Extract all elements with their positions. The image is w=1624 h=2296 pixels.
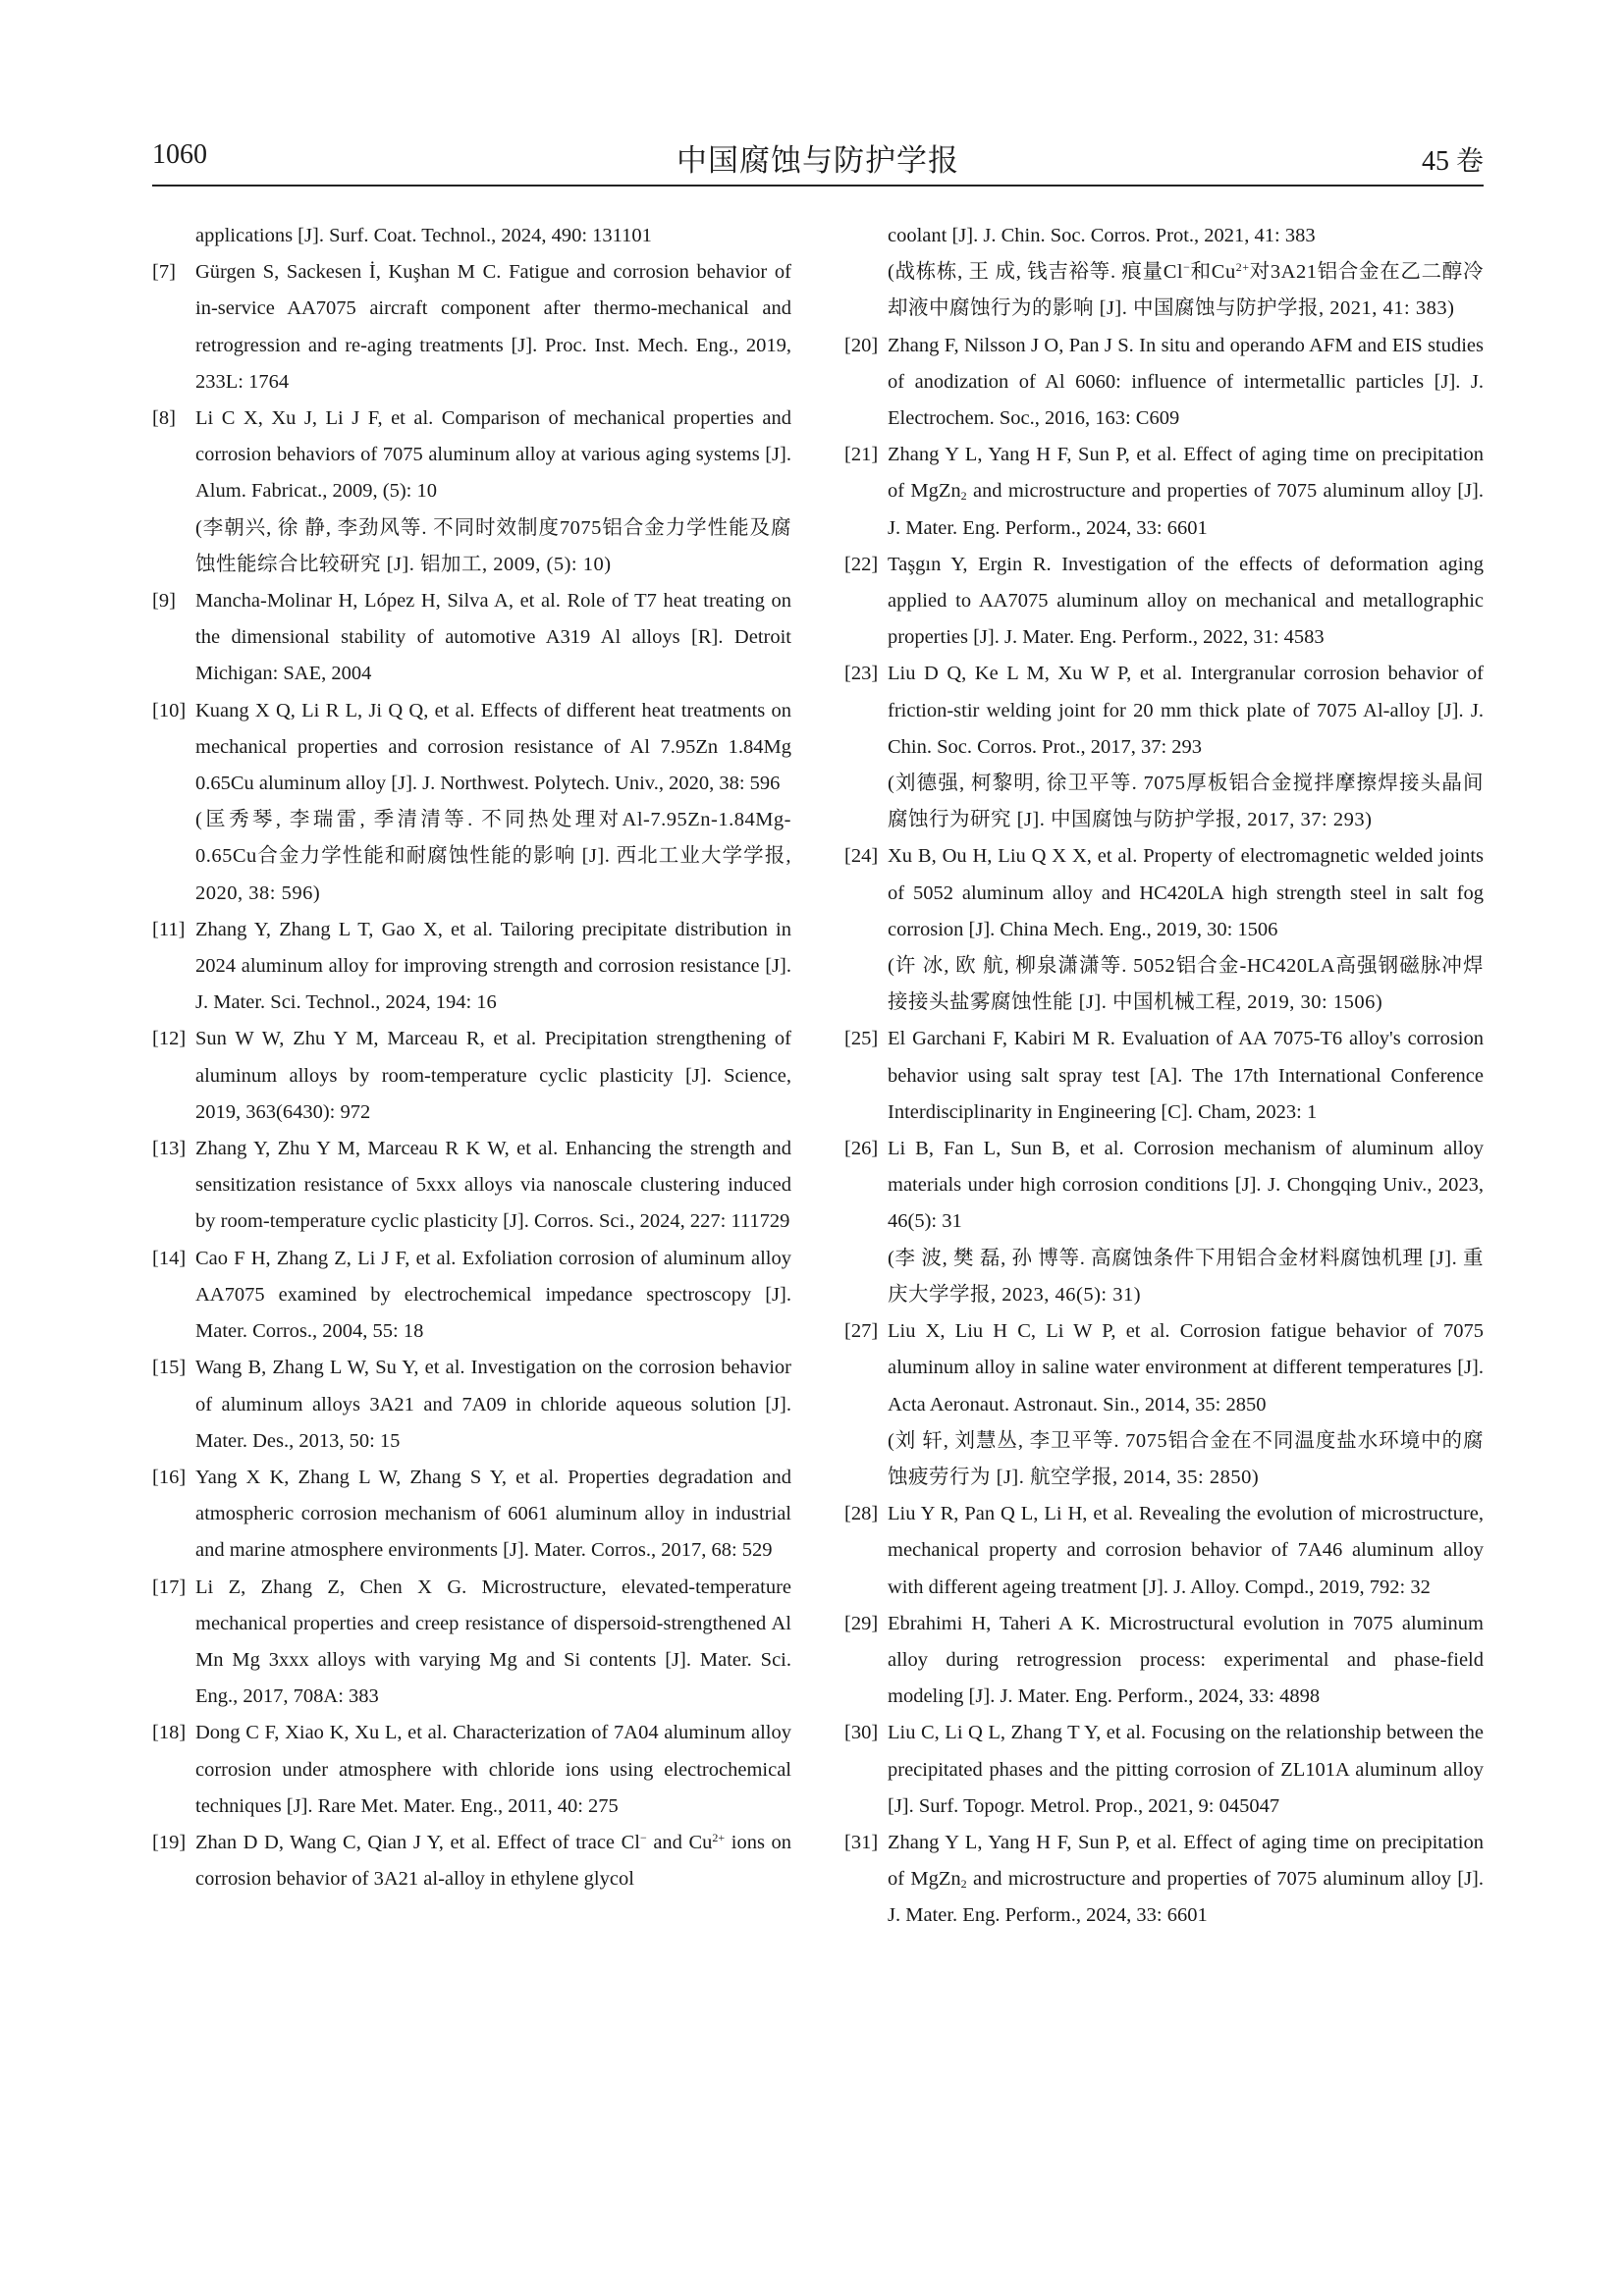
reference-20 [844, 328, 1484, 438]
reference-number: [7] [152, 261, 176, 284]
reference-8 [152, 400, 791, 583]
reference-24 [844, 838, 1484, 1021]
reference-number: [26] [844, 1138, 879, 1160]
reference-31 [844, 1825, 1484, 1935]
reference-text: Zhang Y L, Yang H F, Sun P, et al. Effect of aging time on precipitation of MgZn$_2$ and microstructure and properties of 7075 aluminum alloy [J]. J. Mater. Eng. Perform., 2024, 33: 6601 [888, 444, 1484, 539]
reference-chinese-text: (刘 轩, 刘慧丛, 李卫平等. 7075铝合金在不同温度盐水环境中的腐蚀疲劳行为 [J]. 航空学报, 2014, 35: 2850) [888, 1429, 1484, 1488]
reference-10 [152, 693, 791, 912]
reference-number: [25] [844, 1028, 879, 1050]
reference-16 [152, 1460, 791, 1570]
reference-number: [14] [152, 1247, 187, 1269]
reference-number: [23] [844, 663, 879, 685]
reference-number: [28] [844, 1503, 879, 1525]
reference-18 [152, 1715, 791, 1825]
reference-number: [29] [844, 1612, 879, 1634]
reference-text: Mancha-Molinar H, López H, Silva A, et al. Role of T7 heat treating on the dimensional stability of automotive A319 Al alloys [R]. Detroit Michigan: SAE, 2004 [195, 590, 791, 685]
reference-text: Kuang X Q, Li R L, Ji Q Q, et al. Effects of different heat treatments on mechanical properties and corrosion resistance of Al 7.95Zn 1.84Mg 0.65Cu aluminum alloy [J]. J. Northwest. Polytech. Univ., 2020, 38: 596 [195, 699, 791, 795]
reference-text: Zhang Y L, Yang H F, Sun P, et al. Effect of aging time on precipitation of MgZn$_2$ and microstructure and properties of 7075 aluminum alloy [J]. J. Mater. Eng. Perform., 2024, 33: 6601 [888, 1831, 1484, 1927]
reference-chinese-text: (刘德强, 柯黎明, 徐卫平等. 7075厚板铝合金搅拌摩擦焊接头晶间腐蚀行为研究 [J]. 中国腐蚀与防护学报, 2017, 37: 293) [888, 773, 1484, 831]
reference-text: Dong C F, Xiao K, Xu L, et al. Characterization of 7A04 aluminum alloy corrosion under atmosphere with chloride ions using electrochemical techniques [J]. Rare Met. Mater. Eng., 2011, 40: 275 [195, 1722, 791, 1817]
reference-number: [21] [844, 444, 879, 466]
reference-number: [20] [844, 334, 879, 356]
reference-text: Taşgın Y, Ergin R. Investigation of the effects of deformation aging applied to AA7075 aluminum alloy on mechanical and metallographic properties [J]. J. Mater. Eng. Perform., 2022, 31: 4583 [888, 553, 1484, 649]
reference-26 [844, 1131, 1484, 1313]
reference-17 [152, 1570, 791, 1716]
reference-number: [8] [152, 407, 176, 430]
reference-text: Cao F H, Zhang Z, Li J F, et al. Exfoliation corrosion of aluminum alloy AA7075 examined by electrochemical impedance spectroscopy [J]. Mater. Corros., 2004, 55: 18 [195, 1247, 791, 1343]
reference-29 [844, 1606, 1484, 1716]
reference-chinese-text: (李朝兴, 徐 静, 李劲风等. 不同时效制度7075铝合金力学性能及腐蚀性能综合比较研究 [J]. 铝加工, 2009, (5): 10) [195, 516, 791, 575]
reference-chinese-text: (匡秀琴, 李瑞雷, 季清清等. 不同热处理对Al-7.95Zn-1.84Mg-0.65Cu合金力学性能和耐腐蚀性能的影响 [J]. 西北工业大学学报, 2020, 38: 596) [195, 809, 791, 904]
reference-12 [152, 1021, 791, 1131]
reference-text: Zhang F, Nilsson J O, Pan J S. In situ and operando AFM and EIS studies of anodization of Al 6060: influence of intermetallic particles [J]. J. Electrochem. Soc., 2016, 163: C609 [888, 334, 1484, 430]
reference-number: [30] [844, 1722, 879, 1744]
reference-text: Liu C, Li Q L, Zhang T Y, et al. Focusing on the relationship between the precipitated phases and the pitting corrosion of ZL101A aluminum alloy [J]. Surf. Topogr. Metrol. Prop., 2021, 9: 045047 [888, 1722, 1484, 1817]
reference-continued: coolant [J]. J. Chin. Soc. Corros. Prot., 2021, 41: 383 (战栋栋, 王 成, 钱吉裕等. 痕量Cl−和$Cu^{2+}$对3A21铝合金在乙二醇冷却液中腐蚀行为的影响 [J]. 中国腐蚀与防护学报, 2021, 41: 383) [844, 218, 1484, 328]
reference-22 [844, 547, 1484, 657]
reference-number: [9] [152, 590, 176, 613]
reference-27 [844, 1313, 1484, 1496]
reference-14 [152, 1241, 791, 1351]
reference-number: [18] [152, 1722, 187, 1744]
reference-7 [152, 254, 791, 400]
reference-number: [27] [844, 1320, 879, 1343]
reference-text: Xu B, Ou H, Liu Q X X, et al. Property of electromagnetic welded joints of 5052 aluminum alloy and HC420LA high strength steel in salt fog corrosion [J]. China Mech. Eng., 2019, 30: 1506 [888, 845, 1484, 940]
reference-23 [844, 656, 1484, 838]
reference-30 [844, 1715, 1484, 1825]
reference-number: [12] [152, 1028, 187, 1050]
chloride-charge: − [639, 1830, 647, 1844]
reference-number: [13] [152, 1138, 187, 1160]
reference-text: Gürgen S, Sackesen İ, Kuşhan M C. Fatigue and corrosion behavior of in-service AA7075 aircraft component after thermo-mechanical and retrogression and re-aging treatments [J]. Proc. Inst. Mech. Eng., 2019, 233L: 1764 [195, 261, 791, 393]
reference-number: [22] [844, 553, 879, 575]
reference-chinese-text: (李 波, 樊 磊, 孙 博等. 高腐蚀条件下用铝合金材料腐蚀机理 [J]. 重庆大学学报, 2023, 46(5): 31) [888, 1247, 1484, 1306]
reference-13 [152, 1131, 791, 1241]
reference-15 [152, 1350, 791, 1460]
running-header [152, 135, 1484, 178]
copper-charge: 2+ [712, 1830, 726, 1844]
reference-text: Zhan D D, Wang C, Qian J Y, et al. Effect of trace Cl− and $Cu^{2+}$ ions on corrosion behavior of 3A21 al-alloy in ethylene glycol [195, 1830, 791, 1891]
reference-text: Li B, Fan L, Sun B, et al. Corrosion mechanism of aluminum alloy materials under high corrosion conditions [J]. J. Chongqing Univ., 2023, 46(5): 31 [888, 1138, 1484, 1233]
reference-text: Zhang Y, Zhang L T, Gao X, et al. Tailoring precipitate distribution in 2024 aluminum alloy for improving strength and corrosion resistance [J]. J. Mater. Sci. Technol., 2024, 194: 16 [195, 918, 791, 1014]
reference-text: El Garchani F, Kabiri M R. Evaluation of AA 7075-T6 alloy's corrosion behavior using salt spray test [A]. The 17th International Conference Interdisciplinarity in Engineering [C]. Cham, 2023: 1 [888, 1028, 1484, 1123]
volume-label: 45 卷 [1421, 146, 1484, 177]
reference-number: [17] [152, 1575, 187, 1598]
references-right-column [844, 218, 1484, 1935]
reference-text: Li Z, Zhang Z, Chen X G. Microstructure, elevated-temperature mechanical properties and creep resistance of dispersoid-strengthened Al Mn Mg 3xxx alloys with varying Mg and Si contents [J]. Mater. Sci. Eng., 2017, 708A: 383 [195, 1575, 791, 1708]
references-left-column [152, 218, 791, 1897]
reference-chinese-text: (战栋栋, 王 成, 钱吉裕等. 痕量Cl−和$Cu^{2+}$对3A21铝合金在乙二醇冷却液中腐蚀行为的影响 [J]. 中国腐蚀与防护学报, 2021, 41: 383) [888, 260, 1484, 320]
reference-11 [152, 912, 791, 1022]
reference-text: Liu Y R, Pan Q L, Li H, et al. Revealing the evolution of microstructure, mechanical property and corrosion behavior of 7A46 aluminum alloy with different ageing treatment [J]. J. Alloy. Compd., 2019, 792: 32 [888, 1503, 1484, 1598]
reference-number: [11] [152, 918, 186, 940]
reference-text: Yang X K, Zhang L W, Zhang S Y, et al. Properties degradation and atmospheric corrosion mechanism of 6061 aluminum alloy in industrial and marine atmosphere environments [J]. Mater. Corros., 2017, 68: 529 [195, 1466, 791, 1562]
reference-chinese-text: (许 冰, 欧 航, 柳泉潇潇等. 5052铝合金-HC420LA高强钢磁脉冲焊接接头盐雾腐蚀性能 [J]. 中国机械工程, 2019, 30: 1506) [888, 955, 1484, 1014]
reference-number: [31] [844, 1831, 879, 1853]
header-rule [152, 185, 1484, 187]
reference-21 [844, 437, 1484, 547]
reference-text: Liu D Q, Ke L M, Xu W P, et al. Intergranular corrosion behavior of friction-stir welding joint for 20 mm thick plate of 7075 Al-alloy [J]. J. Chin. Soc. Corros. Prot., 2017, 37: 293 [888, 663, 1484, 758]
reference-9 [152, 583, 791, 693]
reference-text: Wang B, Zhang L W, Su Y, et al. Investigation on the corrosion behavior of aluminum alloys 3A21 and 7A09 in chloride aqueous solution [J]. Mater. Des., 2013, 50: 15 [195, 1357, 791, 1452]
reference-number: [15] [152, 1357, 187, 1379]
reference-text: Sun W W, Zhu Y M, Marceau R, et al. Precipitation strengthening of aluminum alloys by room-temperature cyclic plasticity [J]. Science, 2019, 363(6430): 972 [195, 1028, 791, 1123]
reference-number: [19] [152, 1831, 187, 1853]
reference-19 [152, 1825, 791, 1897]
reference-25 [844, 1021, 1484, 1131]
reference-text: Zhang Y, Zhu Y M, Marceau R K W, et al. Enhancing the strength and sensitization resistance of 5xxx alloys via nanoscale clustering induced by room-temperature cyclic plasticity [J]. Corros. Sci., 2024, 227: 111729 [195, 1138, 791, 1233]
reference-continued: applications [J]. Surf. Coat. Technol., 2024, 490: 131101 [195, 225, 652, 246]
journal-title: 中国腐蚀与防护学报 [677, 143, 959, 178]
reference-28 [844, 1496, 1484, 1606]
reference-text: Liu X, Liu H C, Li W P, et al. Corrosion fatigue behavior of 7075 aluminum alloy in saline water environment at different temperatures [J]. Acta Aeronaut. Astronaut. Sin., 2014, 35: 2850 [888, 1320, 1484, 1415]
reference-number: [10] [152, 699, 187, 721]
reference-text: Li C X, Xu J, Li J F, et al. Comparison of mechanical properties and corrosion behaviors of 7075 aluminum alloy at various aging systems [J]. Alum. Fabricat., 2009, (5): 10 [195, 407, 791, 503]
page-number: 1060 [152, 139, 207, 170]
reference-number: [24] [844, 845, 879, 868]
reference-number: [16] [152, 1466, 187, 1488]
reference-text: Ebrahimi H, Taheri A K. Microstructural evolution in 7075 aluminum alloy during retrogression process: experimental and phase-field modeling [J]. J. Mater. Eng. Perform., 2024, 33: 4898 [888, 1612, 1484, 1708]
